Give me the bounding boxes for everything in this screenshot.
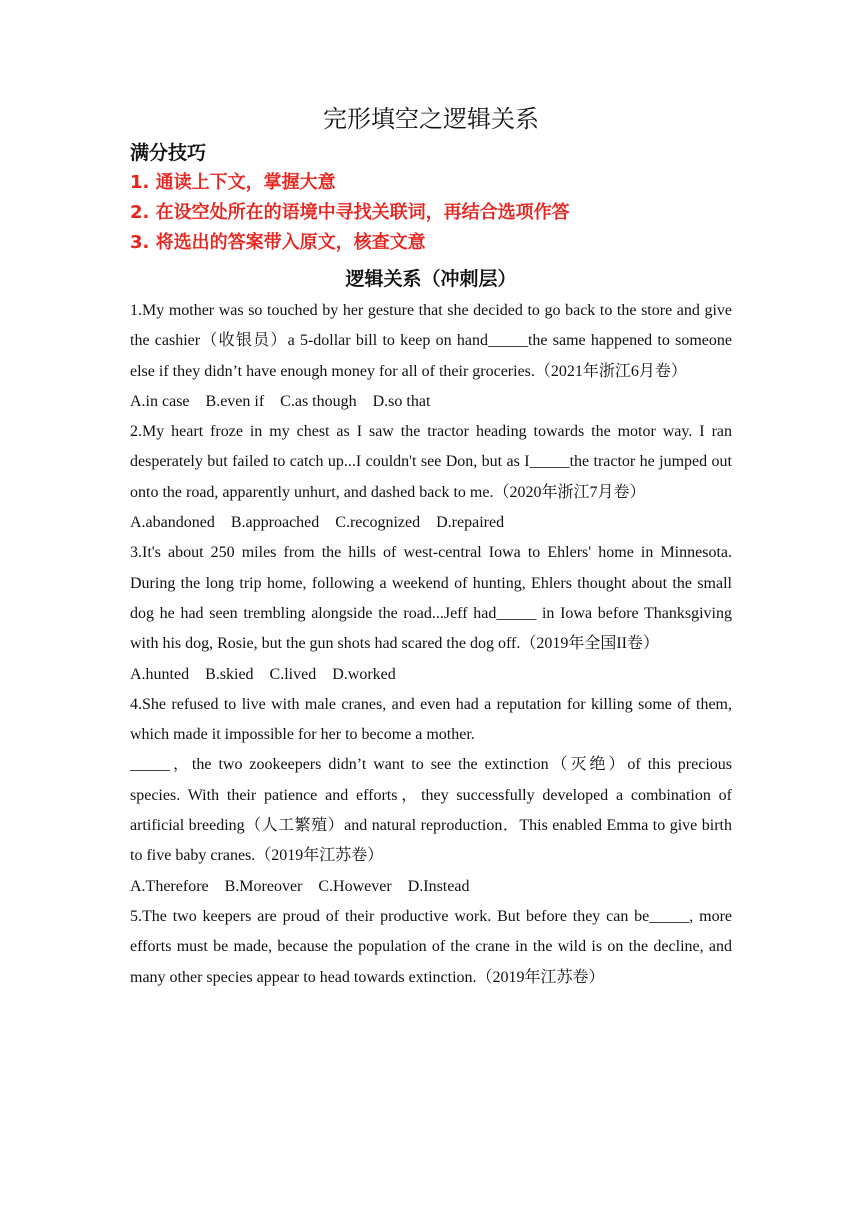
- question-5: [130, 902, 732, 993]
- tip-item: 1. 通读上下文，掌握大意: [130, 172, 336, 193]
- question-text: 5.The two keepers are proud of their productive work. But before they can be_____, more efforts must be made, because the population of the crane in the wild is on the decline, and many other species appear to head towards extinction.（2019年江苏卷）: [130, 907, 732, 986]
- question-2: [130, 417, 732, 538]
- question-1: [130, 296, 732, 417]
- question-text: 2.My heart froze in my chest as I saw the tractor heading towards the motor way. I ran desperately but failed to catch up...I couldn't see Don, but as I_____the tractor he jumped out onto the road, apparently unhurt, and dashed back to me.（2020年浙江7月卷）: [130, 423, 732, 501]
- question-options: A.in case B.even if C.as though D.so that: [130, 392, 431, 410]
- question-text: 4.She refused to live with male cranes, and even had a reputation for killing some of them, which made it impossible for her to become a mother.: [130, 695, 732, 744]
- tip-item: 3. 将选出的答案带入原文，核查文意: [130, 232, 426, 253]
- tips-heading: 满分技巧: [130, 142, 207, 164]
- question-4: [130, 690, 732, 902]
- tip-item: 2. 在设空处所在的语境中寻找关联词，再结合选项作答: [130, 202, 570, 223]
- document-content: [130, 100, 732, 993]
- question-options: A.hunted B.skied C.lived D.worked: [130, 665, 396, 683]
- question-3: [130, 538, 732, 689]
- question-text-continued: _____，the two zookeepers didn’t want to see the extinction（灭绝）of this precious species. With their patience and efforts，they successfully developed a combination of artificial breeding（人工繁殖）and natural reproduction．This enabled Emma to give birth to five baby cranes.（2019年江苏卷）: [130, 756, 732, 865]
- question-options: A.Therefore B.Moreover C.However D.Instead: [130, 877, 470, 895]
- page-title: 完形填空之逻辑关系: [323, 105, 539, 133]
- question-text: 3.It's about 250 miles from the hills of west-central Iowa to Ehlers' home in Minnesota. During the long trip home, following a weekend of hunting, Ehlers thought about the small dog he had seen trembling alongside the road...Jeff had_____ in Iowa before Thanksgiving with his dog, Rosie, but the gun shots had scared the dog off.（2019年全国II卷）: [130, 544, 732, 653]
- section-heading: 逻辑关系（冲刺层）: [345, 268, 517, 290]
- question-options: A.abandoned B.approached C.recognized D.repaired: [130, 514, 505, 532]
- question-text: 1.My mother was so touched by her gesture that she decided to go back to the store and give the cashier（收银员）a 5-dollar bill to keep on hand_____the same happened to someone else if they didn’t have enough money for all of their groceries.（2021年浙江6月卷）: [130, 302, 732, 380]
